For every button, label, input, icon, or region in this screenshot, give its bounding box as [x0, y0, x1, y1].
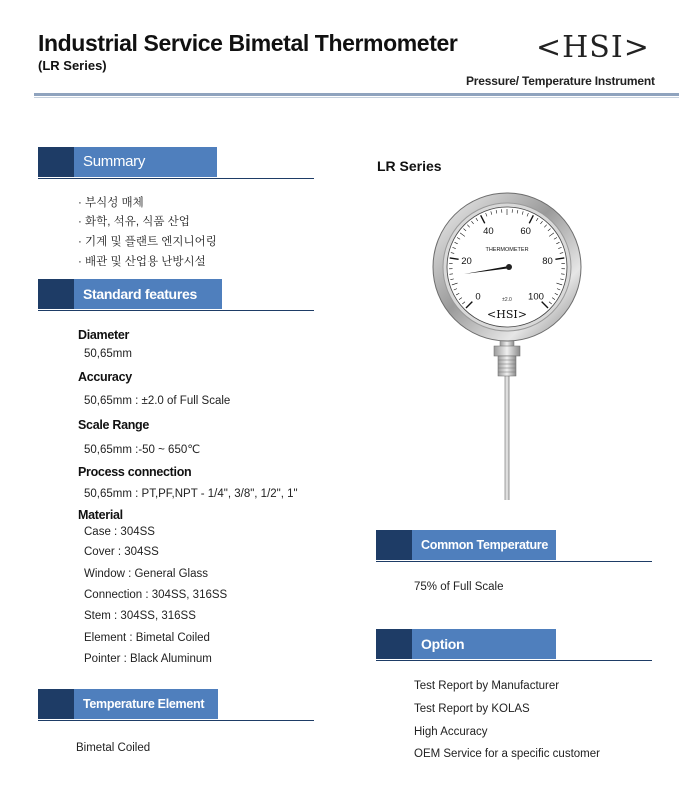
- material-item: Pointer : Black Aluminum: [84, 653, 212, 665]
- accuracy-label: Accuracy: [78, 370, 132, 384]
- material-item: Case : 304SS: [84, 526, 155, 538]
- page-title: Industrial Service Bimetal Thermometer: [38, 30, 458, 56]
- accuracy-value: 50,65mm : ±2.0 of Full Scale: [84, 395, 231, 407]
- thermometer-hex-nut: [494, 346, 520, 356]
- page-subtitle: (LR Series): [38, 58, 107, 73]
- material-item: Cover : 304SS: [84, 546, 159, 558]
- heading-marker: [38, 147, 74, 177]
- dial-label: THERMOMETER: [485, 247, 529, 253]
- thermometer-image: [428, 190, 588, 505]
- standard-features-heading-label: Standard features: [74, 279, 222, 309]
- dial-accuracy-mark: ±2.0: [502, 297, 512, 303]
- heading-underline: [376, 561, 652, 562]
- common-temperature-value: 75% of Full Scale: [414, 581, 504, 593]
- heading-marker: [376, 530, 412, 560]
- option-item: OEM Service for a specific customer: [414, 748, 600, 760]
- heading-marker: [376, 629, 412, 659]
- dial-brand: <HSI>: [487, 308, 527, 321]
- scale-range-label: Scale Range: [78, 418, 150, 432]
- heading-underline: [38, 310, 314, 311]
- material-item: Window : General Glass: [84, 568, 208, 580]
- material-item: Stem : 304SS, 316SS: [84, 610, 196, 622]
- option-heading-label: Option: [412, 629, 556, 659]
- process-connection-value: 50,65mm : PT,PF,NPT - 1/4", 3/8", 1/2", 1": [84, 488, 298, 500]
- heading-underline: [38, 720, 314, 721]
- header-divider-thin: [34, 97, 679, 98]
- heading-underline: [376, 660, 652, 661]
- product-title: LR Series: [377, 158, 442, 174]
- brand-tagline: Pressure/ Temperature Instrument: [466, 74, 655, 88]
- temperature-element-value: Bimetal Coiled: [76, 742, 151, 754]
- heading-marker: [38, 689, 74, 719]
- option-item: Test Report by KOLAS: [414, 703, 530, 715]
- option-item: Test Report by Manufacturer: [414, 680, 560, 692]
- gauge-pivot: [506, 264, 512, 270]
- thermometer-thread: [498, 356, 516, 376]
- material-label: Material: [78, 508, 123, 522]
- gauge-tick-label: 80: [542, 256, 553, 268]
- material-item: Connection : 304SS, 316SS: [84, 589, 228, 601]
- scale-range-value: 50,65mm :-50 ~ 650℃: [84, 444, 201, 456]
- heading-underline: [38, 178, 314, 179]
- process-connection-label: Process connection: [78, 465, 192, 479]
- summary-item: · 부식성 매체: [78, 197, 144, 209]
- summary-item: · 배관 및 산업용 난방시설: [78, 256, 206, 268]
- brand-logo: <HSI>: [536, 30, 650, 65]
- gauge-tick-label: 0: [475, 291, 481, 303]
- summary-heading-label: Summary: [74, 147, 217, 177]
- gauge-tick-label: 20: [461, 256, 472, 268]
- heading-marker: [38, 279, 74, 309]
- diameter-label: Diameter: [78, 328, 130, 342]
- material-item: Element : Bimetal Coiled: [84, 632, 210, 644]
- gauge-tick-label: 40: [483, 225, 494, 237]
- summary-item: · 기계 및 플랜트 엔지니어링: [78, 236, 217, 248]
- option-item: High Accuracy: [414, 726, 488, 738]
- gauge-tick-label: 100: [528, 291, 544, 303]
- header-divider: [34, 93, 679, 96]
- summary-item: · 화학, 석유, 식품 산업: [78, 216, 190, 228]
- diameter-value: 50,65mm: [84, 348, 132, 360]
- thermometer-stem: [505, 360, 510, 500]
- gauge-tick-label: 60: [520, 225, 531, 237]
- common-temperature-heading-label: Common Temperature: [412, 530, 556, 560]
- temperature-element-heading-label: Temperature Element: [74, 689, 218, 719]
